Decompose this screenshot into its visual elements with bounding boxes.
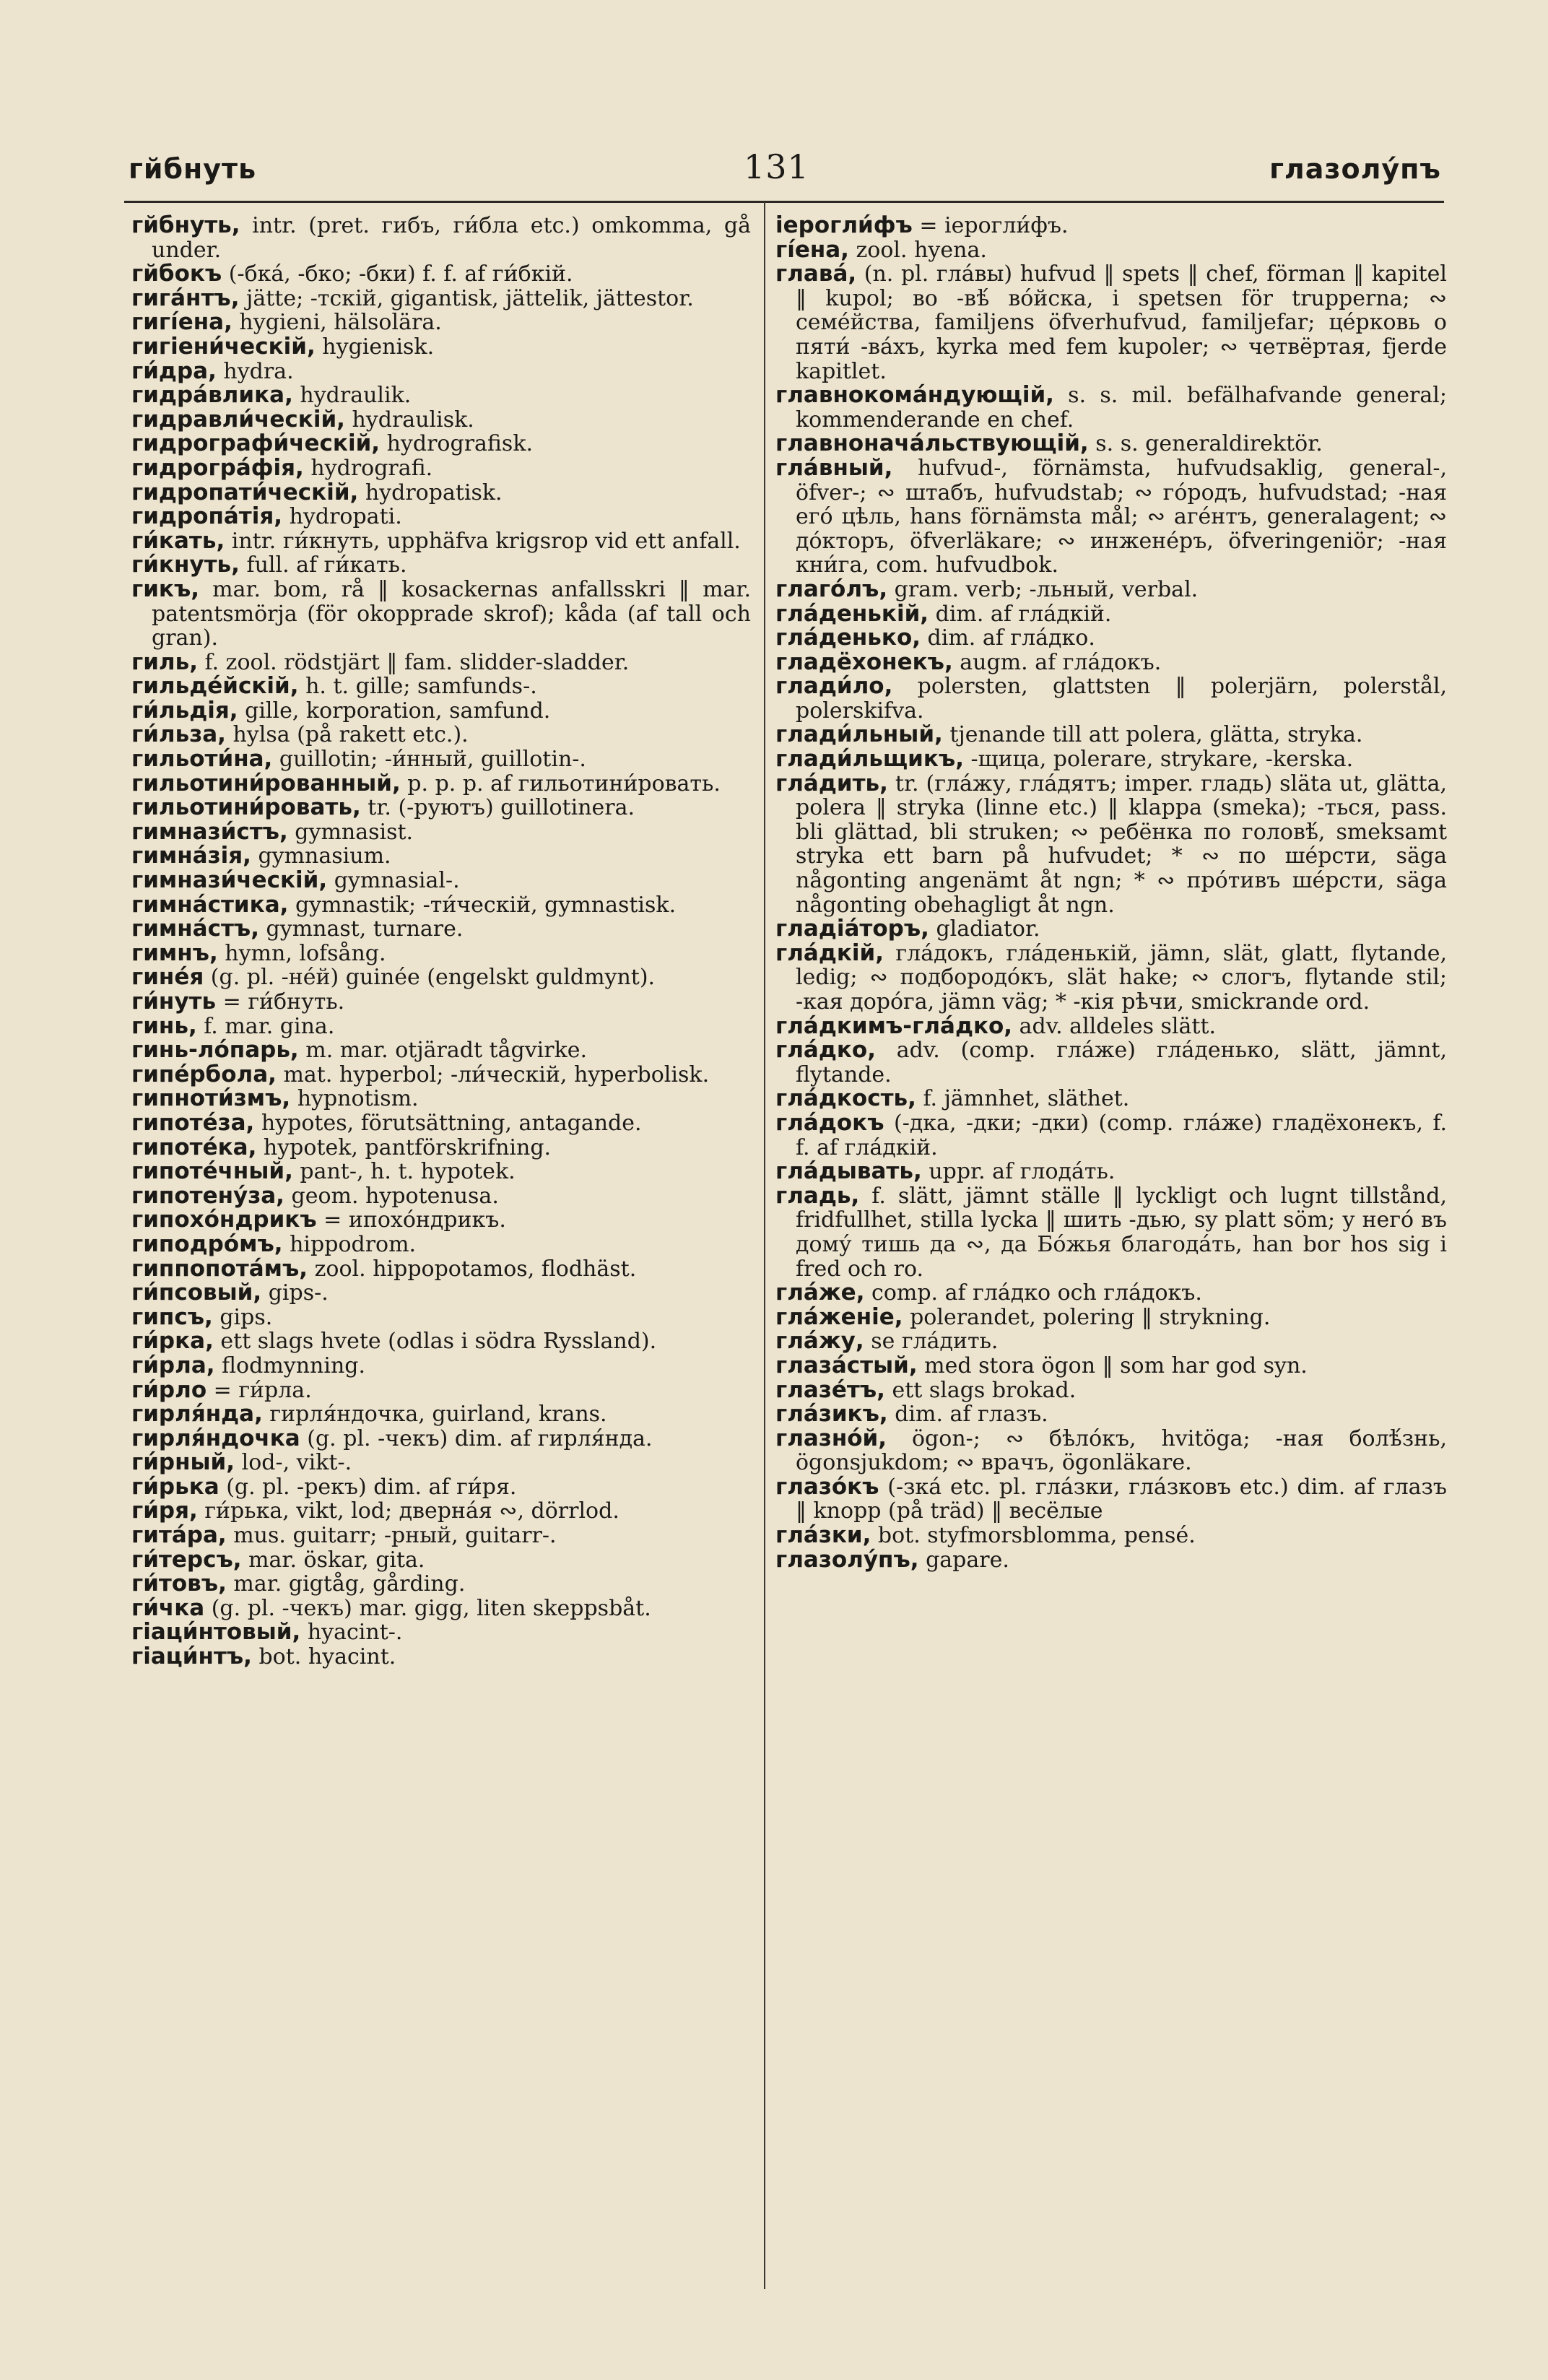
entry-headword: гидрографи́ческій, bbox=[131, 430, 381, 457]
dictionary-entry bbox=[131, 723, 751, 747]
dictionary-entry bbox=[131, 505, 751, 529]
entry-definition: = ги́рла. bbox=[206, 1377, 312, 1403]
entry-definition: (g. pl. -чекъ) mar. gigg, liten skeppsbåt. bbox=[204, 1595, 651, 1621]
entry-definition: гирля́ндочка, guirland, krans. bbox=[262, 1402, 607, 1428]
entry-definition: hippodrom. bbox=[282, 1231, 417, 1257]
dictionary-entry bbox=[775, 939, 1447, 1015]
dictionary-entry bbox=[131, 553, 751, 578]
entry-definition: gymnasium. bbox=[251, 843, 391, 869]
entry-definition: hymn, lofsång. bbox=[217, 940, 386, 966]
entry-headword: ги́рка, bbox=[131, 1328, 214, 1355]
entry-definition: zool. hyena. bbox=[848, 237, 987, 263]
entry-definition: (g. pl. -рекъ) dim. af ги́ря. bbox=[219, 1474, 517, 1500]
entry-definition: hygienisk. bbox=[315, 334, 435, 360]
dictionary-entry bbox=[131, 310, 751, 335]
dictionary-entry bbox=[131, 965, 751, 990]
entry-definition: hydrografisk. bbox=[380, 431, 534, 457]
dictionary-entry bbox=[131, 1499, 751, 1524]
entry-definition: gladiator. bbox=[929, 916, 1040, 942]
dictionary-entry bbox=[131, 335, 751, 360]
entry-headword: гла́докъ bbox=[775, 1109, 884, 1136]
entry-headword: глаго́лъ, bbox=[775, 576, 888, 602]
dictionary-entry bbox=[775, 1378, 1447, 1403]
entry-headword: гіаци́нтъ, bbox=[131, 1643, 252, 1670]
entry-headword: глади́льный, bbox=[775, 721, 943, 748]
dictionary-entry bbox=[131, 1645, 751, 1669]
entry-headword: гла́женіе, bbox=[775, 1303, 903, 1330]
dictionary-entry bbox=[775, 238, 1447, 263]
entry-definition: hygieni, hälsolära. bbox=[232, 310, 442, 336]
dictionary-entry bbox=[775, 1012, 1447, 1039]
dictionary-entry bbox=[131, 674, 751, 699]
column-divider bbox=[764, 202, 765, 2289]
dictionary-entry bbox=[131, 1303, 751, 1330]
entry-headword: гла́дывать, bbox=[775, 1158, 922, 1185]
dictionary-entry bbox=[131, 1257, 751, 1282]
dictionary-entry bbox=[775, 1111, 1447, 1160]
right-guide-word: глазолу́пъ bbox=[1269, 153, 1441, 185]
entry-definition: f. slätt, jämnt ställe ‖ lyckligt och lugnt tillstånd, fridfullhet, stilla lycka ‖ шить -дью, sy platt söm; у него́ въ дому́ тишь да ∾, да Бо́жья благода́ть, han bor hos sig i fred och ro. bbox=[796, 1183, 1447, 1282]
entry-definition: ett slags hvete (odlas i södra Ryssland). bbox=[213, 1329, 657, 1355]
entry-headword: іерогли́фъ bbox=[775, 212, 913, 238]
page-number: 131 bbox=[744, 147, 809, 186]
dictionary-entry bbox=[131, 1451, 751, 1475]
dictionary-entry bbox=[775, 1160, 1447, 1184]
entry-headword: гипоте́ка, bbox=[131, 1134, 257, 1160]
entry-definition: lod-, vikt-. bbox=[235, 1450, 352, 1476]
dictionary-entry bbox=[131, 1184, 751, 1209]
entry-definition: (g. pl. -не́й) guinée (engelskt guldmynt). bbox=[204, 965, 656, 991]
entry-definition: gram. verb; -льный, verbal. bbox=[887, 576, 1199, 602]
entry-headword: гикъ, bbox=[131, 576, 200, 602]
entry-headword: гине́я bbox=[131, 964, 204, 991]
entry-definition: (-дка, -дки; -дки) (comp. гла́же) гладёхонекъ, f. f. af гла́дкій. bbox=[796, 1110, 1447, 1160]
entry-headword: гильде́йскій, bbox=[131, 673, 299, 700]
entry-headword: ги́товъ, bbox=[131, 1571, 227, 1597]
entry-definition: = ги́бнуть. bbox=[216, 989, 345, 1015]
entry-definition: f. mar. gina. bbox=[196, 1013, 335, 1039]
dictionary-entry bbox=[775, 578, 1447, 602]
entry-definition: hydrografi. bbox=[303, 455, 433, 481]
entry-headword: гиль, bbox=[131, 648, 199, 675]
dictionary-entry bbox=[131, 1230, 751, 1257]
dictionary-entry bbox=[131, 990, 751, 1015]
entry-definition: hyacint-. bbox=[300, 1620, 403, 1646]
entry-definition: f. zool. rödstjärt ‖ fam. slidder-sladder. bbox=[198, 649, 630, 675]
dictionary-entry bbox=[131, 796, 751, 820]
entry-definition: s. s. mil. befälhafvande general; kommenderande en chef. bbox=[796, 383, 1447, 433]
entry-definition: pant-, h. t. hypotek. bbox=[292, 1159, 516, 1185]
entry-headword: гита́ра, bbox=[131, 1522, 227, 1549]
dictionary-entry bbox=[131, 214, 751, 262]
dictionary-entry bbox=[131, 869, 751, 893]
dictionary-entry bbox=[131, 917, 751, 942]
dictionary-entry bbox=[131, 1548, 751, 1573]
entry-headword: гимна́стъ, bbox=[131, 916, 260, 942]
entry-definition: dim. af глазъ. bbox=[887, 1402, 1048, 1428]
right-column bbox=[775, 214, 1447, 2380]
entry-definition: augm. af гла́докъ. bbox=[952, 649, 1162, 675]
dictionary-entry bbox=[775, 456, 1447, 578]
entry-headword: гипохо́ндрикъ bbox=[131, 1207, 317, 1233]
entry-headword: гйбнуть, bbox=[131, 212, 240, 238]
dictionary-entry bbox=[131, 1427, 751, 1451]
dictionary-entry bbox=[131, 408, 751, 433]
entry-definition: ги́рька, vikt, lod; дверна́я ∾, dörrlod. bbox=[197, 1498, 619, 1524]
entry-headword: гильотини́рованный, bbox=[131, 770, 401, 796]
entry-definition: (n. pl. гла́вы) hufvud ‖ spets ‖ chef, förman ‖ kapitel ‖ kupol; во -вѣ́ во́йска, i spetsen för trupperna; ∾ семе́йства, familjens öfverhufvud, familjefar; це́рковь о пяти́ -ва́хъ, kyrka med fem kupoler; ∾ четвёртая, fjerde kapitlet. bbox=[796, 261, 1447, 384]
dictionary-entry bbox=[775, 1548, 1447, 1573]
entry-definition: hypotek, pantförskrifning. bbox=[256, 1134, 552, 1160]
entry-headword: глава́, bbox=[775, 261, 857, 287]
entry-headword: глади́ло, bbox=[775, 673, 893, 700]
entry-headword: гильотини́ровать, bbox=[131, 794, 361, 821]
entry-headword: гла́зикъ, bbox=[775, 1401, 888, 1428]
entry-headword: гіаци́нтовый, bbox=[131, 1619, 301, 1646]
entry-headword: гла́жу, bbox=[775, 1328, 864, 1355]
entry-definition: p. p. p. af гильотини́ровать. bbox=[400, 770, 721, 796]
entry-definition: polerandet, polering ‖ strykning. bbox=[903, 1304, 1271, 1330]
entry-definition: gapare. bbox=[918, 1547, 1009, 1573]
dictionary-entry bbox=[775, 262, 1447, 383]
dictionary-entry bbox=[131, 1136, 751, 1160]
entry-headword: гла́денько, bbox=[775, 625, 921, 651]
entry-headword: ги́рька bbox=[131, 1473, 219, 1500]
entry-headword: глазно́й, bbox=[775, 1425, 887, 1451]
left-column bbox=[131, 214, 751, 2380]
dictionary-entry bbox=[131, 1354, 751, 1378]
entry-headword: ги́льза, bbox=[131, 721, 226, 748]
page-header bbox=[0, 147, 1548, 204]
entry-headword: глазолу́пъ, bbox=[775, 1546, 919, 1573]
entry-headword: гипе́рбола, bbox=[131, 1061, 277, 1087]
entry-headword: гипоте́за, bbox=[131, 1109, 255, 1136]
entry-definition: intr. ги́кнуть, upphäfva krigsrop vid ett anfall. bbox=[225, 528, 741, 554]
entry-definition: gymnasial-. bbox=[327, 868, 460, 894]
entry-definition: zool. hippopotamos, flodhäst. bbox=[308, 1256, 637, 1282]
dictionary-entry bbox=[131, 747, 751, 772]
dictionary-entry bbox=[775, 602, 1447, 627]
entry-definition: adv. alldeles slätt. bbox=[1012, 1013, 1217, 1039]
entry-headword: ги́нуть bbox=[131, 989, 217, 1015]
entry-headword: гидрогра́фія, bbox=[131, 454, 304, 481]
entry-headword: гладіа́торъ, bbox=[775, 916, 929, 942]
entry-definition: tjenande till att polera, glätta, stryka. bbox=[942, 722, 1363, 748]
entry-definition: gymnasist. bbox=[287, 819, 414, 845]
entry-definition: hydraulik. bbox=[292, 383, 412, 409]
entry-headword: гидра́влика, bbox=[131, 382, 293, 409]
dictionary-entry bbox=[775, 772, 1447, 918]
entry-definition: mar. gigtåg, gårding. bbox=[226, 1571, 466, 1597]
entry-headword: гидропати́ческій, bbox=[131, 479, 359, 505]
dictionary-entry bbox=[131, 529, 751, 554]
entry-definition: h. t. gille; samfunds-. bbox=[298, 674, 537, 700]
dictionary-entry bbox=[131, 772, 751, 796]
entry-headword: гла́денькій, bbox=[775, 600, 929, 627]
dictionary-entry bbox=[775, 1303, 1447, 1330]
entry-headword: ги́льдія, bbox=[131, 697, 238, 724]
dictionary-entry bbox=[775, 917, 1447, 942]
entry-headword: ги́рла, bbox=[131, 1352, 215, 1378]
dictionary-entry bbox=[775, 723, 1447, 747]
dictionary-entry bbox=[775, 1354, 1447, 1378]
dictionary-entry bbox=[775, 214, 1447, 238]
dictionary-entry bbox=[131, 578, 751, 651]
entry-definition: hydropatisk. bbox=[358, 479, 503, 505]
entry-headword: ги́чка bbox=[131, 1594, 205, 1621]
entry-definition: guillotin; -и́нный, guillotin-. bbox=[272, 747, 586, 773]
entry-definition: gips-. bbox=[261, 1280, 329, 1306]
entry-definition: adv. (comp. гла́же) гла́денько, slätt, jämnt, flytande. bbox=[796, 1038, 1447, 1087]
dictionary-entry bbox=[131, 1160, 751, 1184]
dictionary-entry bbox=[131, 481, 751, 505]
entry-headword: гі́ена, bbox=[775, 236, 849, 263]
dictionary-entry bbox=[775, 1402, 1447, 1427]
dictionary-entry bbox=[131, 456, 751, 481]
entry-definition: flodmynning. bbox=[214, 1352, 366, 1378]
dictionary-entry bbox=[131, 1329, 751, 1354]
entry-definition: = ипохо́ндрикъ. bbox=[316, 1207, 506, 1233]
entry-definition: mat. hyperbol; -ли́ческій, hyperbolisk. bbox=[276, 1061, 710, 1087]
entry-definition: dim. af гла́дкій. bbox=[929, 601, 1112, 627]
dictionary-entry bbox=[131, 1281, 751, 1306]
entry-definition: gips. bbox=[212, 1304, 273, 1330]
dictionary-entry bbox=[775, 1524, 1447, 1548]
entry-headword: гинь-ло́парь, bbox=[131, 1037, 299, 1064]
entry-headword: гимнъ, bbox=[131, 939, 218, 966]
dictionary-entry bbox=[131, 820, 751, 845]
dictionary-entry bbox=[131, 432, 751, 456]
entry-definition: m. mar. otjäradt tågvirke. bbox=[298, 1038, 588, 1064]
entry-definition: hypnotism. bbox=[290, 1086, 419, 1112]
entry-headword: глазо́къ bbox=[775, 1473, 879, 1500]
entry-headword: гимна́зія, bbox=[131, 843, 251, 869]
dictionary-entry bbox=[775, 1281, 1447, 1306]
dictionary-entry bbox=[775, 648, 1447, 675]
dictionary-entry bbox=[775, 1184, 1447, 1281]
entry-headword: глади́льщикъ, bbox=[775, 746, 964, 773]
entry-definition: mar. bom, rå ‖ kosackernas anfallsskri ‖ mar. patentsmörja (för okopprade skrof); kåda (af tall och gran). bbox=[152, 576, 751, 651]
entry-headword: главнонача́льствующій, bbox=[775, 430, 1089, 457]
entry-definition: mus. guitarr; -рный, guitarr-. bbox=[226, 1523, 557, 1549]
entry-definition: bot. styfmorsblomma, pensé. bbox=[871, 1523, 1196, 1549]
entry-headword: гирля́ндочка bbox=[131, 1425, 300, 1451]
entry-definition: (g. pl. -чекъ) dim. af гирля́нда. bbox=[300, 1425, 653, 1451]
entry-headword: гладёхонекъ, bbox=[775, 648, 953, 675]
dictionary-entry bbox=[131, 1475, 751, 1500]
entry-definition: gymnastik; -ти́ческій, gymnastisk. bbox=[288, 892, 677, 918]
entry-headword: главнокома́ндующій, bbox=[775, 382, 1054, 409]
dictionary-entry bbox=[131, 1012, 751, 1039]
entry-definition: full. af ги́кать. bbox=[239, 552, 407, 578]
entry-definition: (-зка́ etc. pl. гла́зки, гла́зковъ etc.) dim. af глазъ ‖ knopp (på träd) ‖ весёлые bbox=[796, 1474, 1447, 1524]
entry-definition: f. jämnhet, släthet. bbox=[916, 1086, 1130, 1112]
dictionary-entry bbox=[131, 699, 751, 724]
entry-definition: geom. hypotenusa. bbox=[284, 1183, 499, 1209]
entry-definition: hydra. bbox=[216, 358, 294, 384]
entry-headword: гильоти́на, bbox=[131, 746, 273, 773]
dictionary-entry bbox=[131, 1572, 751, 1597]
dictionary-entry bbox=[131, 1111, 751, 1136]
entry-definition: s. s. generaldirektör. bbox=[1088, 431, 1323, 457]
dictionary-entry bbox=[131, 287, 751, 311]
entry-headword: гла́вный, bbox=[775, 454, 893, 481]
entry-headword: гла́дко, bbox=[775, 1037, 876, 1064]
entry-definition: -щица, polerare, strykare, -kerska. bbox=[964, 747, 1354, 773]
entry-headword: гидропа́тія, bbox=[131, 503, 283, 530]
entry-headword: гимна́стика, bbox=[131, 891, 289, 918]
dictionary-entry bbox=[131, 1063, 751, 1087]
entry-headword: ги́рло bbox=[131, 1376, 207, 1403]
entry-headword: гипоте́чный, bbox=[131, 1158, 293, 1185]
dictionary-entry bbox=[775, 432, 1447, 456]
entry-headword: гла́дкимъ-гла́дко, bbox=[775, 1012, 1013, 1039]
dictionary-entry bbox=[131, 844, 751, 869]
entry-definition: hydraulisk. bbox=[344, 407, 474, 433]
dictionary-entry bbox=[775, 1038, 1447, 1087]
entry-definition: tr. (гла́жу, гла́дятъ; imper. гладь) släta ut, glätta, polera ‖ stryka (linne etc.) ‖ klappa (smeka); -ться, pass. bli glättad, bli struken; ∾ ребёнка по головѣ́, smeksamt stryka ett barn på hufvudet; * ∾ по ше́рсти, säga någonting angenämt åt ngn; * ∾ про́тивъ ше́рсти, säga någonting obehagligt åt ngn. bbox=[796, 770, 1447, 918]
entry-headword: гигіени́ческій, bbox=[131, 333, 316, 360]
entry-headword: ги́кать, bbox=[131, 527, 225, 554]
entry-headword: гла́зки, bbox=[775, 1522, 871, 1549]
entry-headword: глаза́стый, bbox=[775, 1352, 918, 1378]
entry-headword: ги́псовый, bbox=[131, 1280, 262, 1306]
entry-definition: hypotes, förutsättning, antagande. bbox=[254, 1110, 642, 1136]
dictionary-entry bbox=[775, 674, 1447, 723]
dictionary-entry bbox=[131, 262, 751, 287]
dictionary-entry bbox=[775, 1475, 1447, 1524]
dictionary-entry bbox=[131, 939, 751, 966]
dictionary-entry bbox=[775, 1329, 1447, 1354]
entry-headword: гинь, bbox=[131, 1012, 197, 1039]
entry-headword: ги́терсъ, bbox=[131, 1546, 242, 1573]
entry-definition: dim. af гла́дко. bbox=[921, 625, 1095, 651]
entry-definition: гла́докъ, гла́денькій, jämn, slät, glatt, flytande, ledig; ∾ подбородо́къ, slät hake; ∾ слогъ, flytande stil; -кая доро́га, jämn väg; * -кія рѣчи, smickrande ord. bbox=[796, 940, 1447, 1015]
entry-definition: hylsa (på rakett etc.). bbox=[225, 722, 469, 748]
dictionary-entry bbox=[775, 626, 1447, 651]
dictionary-entry bbox=[131, 1208, 751, 1233]
dictionary-entry bbox=[131, 1402, 751, 1427]
entry-definition: uppr. af глода́ть. bbox=[921, 1159, 1116, 1185]
dictionary-entry bbox=[775, 747, 1447, 772]
entry-definition: intr. (pret. гибъ, ги́бла etc.) omkomma, gå under. bbox=[152, 213, 751, 263]
entry-definition: gymnast, turnare. bbox=[259, 916, 464, 942]
entry-headword: гиппопота́мъ, bbox=[131, 1255, 308, 1282]
entry-headword: гига́нтъ, bbox=[131, 285, 240, 311]
entry-definition: (-бка́, -бко; -бки) f. f. af ги́бкій. bbox=[222, 261, 573, 287]
entry-definition: bot. hyacint. bbox=[251, 1644, 396, 1670]
dictionary-entry bbox=[775, 1087, 1447, 1111]
entry-headword: ги́рный, bbox=[131, 1449, 235, 1476]
dictionary-entry bbox=[131, 648, 751, 675]
entry-headword: ги́дра, bbox=[131, 357, 217, 384]
entry-headword: гла́дкій, bbox=[775, 939, 884, 966]
entry-definition: med stora ögon ‖ som har god syn. bbox=[917, 1352, 1308, 1378]
entry-headword: гипсъ, bbox=[131, 1303, 213, 1330]
entry-definition: comp. af гла́дко och гла́докъ. bbox=[864, 1280, 1202, 1306]
entry-definition: jätte; -тскій, gigantisk, jättelik, jättestor. bbox=[239, 285, 694, 311]
entry-definition: tr. (-руютъ) guillotinera. bbox=[360, 795, 635, 821]
entry-definition: = іерогли́фъ. bbox=[912, 213, 1069, 238]
entry-headword: гипноти́змъ, bbox=[131, 1085, 291, 1112]
dictionary-entry bbox=[775, 1427, 1447, 1475]
dictionary-entry bbox=[775, 383, 1447, 432]
dictionary-entry bbox=[131, 1620, 751, 1645]
dictionary-entry bbox=[131, 357, 751, 384]
dictionary-entry bbox=[131, 1038, 751, 1063]
entry-headword: гла́дкость, bbox=[775, 1085, 916, 1112]
entry-definition: hufvud-, förnämsta, hufvudsaklig, general-, öfver-; ∾ штабъ, hufvudstab; ∾ го́родъ, hufvudstad; -ная его́ цѣль, hans förnämsta mål; ∾ аге́нтъ, generalagent; ∾ до́кторъ, öfverläkare; ∾ инжене́ръ, öfveringeniör; -ная кни́га, com. hufvudbok. bbox=[796, 455, 1447, 578]
entry-definition: polersten, glattsten ‖ polerjärn, polerstål, polerskifva. bbox=[796, 674, 1447, 724]
entry-definition: hydropati. bbox=[282, 504, 402, 530]
entry-definition: se гла́дить. bbox=[864, 1329, 999, 1355]
entry-headword: гирля́нда, bbox=[131, 1401, 263, 1428]
entry-headword: гла́дить, bbox=[775, 770, 888, 796]
entry-definition: gille, korporation, samfund. bbox=[238, 698, 551, 724]
dictionary-entry bbox=[131, 1524, 751, 1548]
entry-headword: гимнази́стъ, bbox=[131, 818, 288, 845]
entry-headword: гйбокъ bbox=[131, 261, 222, 287]
entry-headword: ги́кнуть, bbox=[131, 552, 240, 578]
entry-definition: mar. öskar, gita. bbox=[241, 1547, 425, 1573]
entry-headword: ги́ря, bbox=[131, 1498, 198, 1524]
dictionary-entry bbox=[131, 1378, 751, 1403]
header-rule bbox=[124, 201, 1444, 203]
dictionary-entry bbox=[131, 893, 751, 918]
dictionary-entry bbox=[131, 383, 751, 408]
entry-headword: гладь, bbox=[775, 1182, 860, 1209]
entry-headword: глазе́тъ, bbox=[775, 1376, 885, 1403]
entry-headword: гла́же, bbox=[775, 1280, 865, 1306]
entry-headword: гидравли́ческій, bbox=[131, 406, 345, 433]
entry-headword: гигі́ена, bbox=[131, 309, 232, 336]
left-guide-word: гйбнуть bbox=[129, 153, 257, 185]
entry-definition: ögon-; ∾ бѣло́къ, hvitöga; -ная болѣ́знь, ögonsjukdom; ∾ врачъ, ögonläkare. bbox=[796, 1425, 1447, 1476]
dictionary-entry bbox=[131, 1594, 751, 1621]
entry-headword: гиподро́мъ, bbox=[131, 1230, 283, 1257]
dictionary-entry bbox=[131, 1087, 751, 1111]
entry-headword: гипотену́за, bbox=[131, 1182, 284, 1209]
entry-definition: ett slags brokad. bbox=[884, 1377, 1077, 1403]
entry-headword: гимнази́ческій, bbox=[131, 867, 328, 894]
